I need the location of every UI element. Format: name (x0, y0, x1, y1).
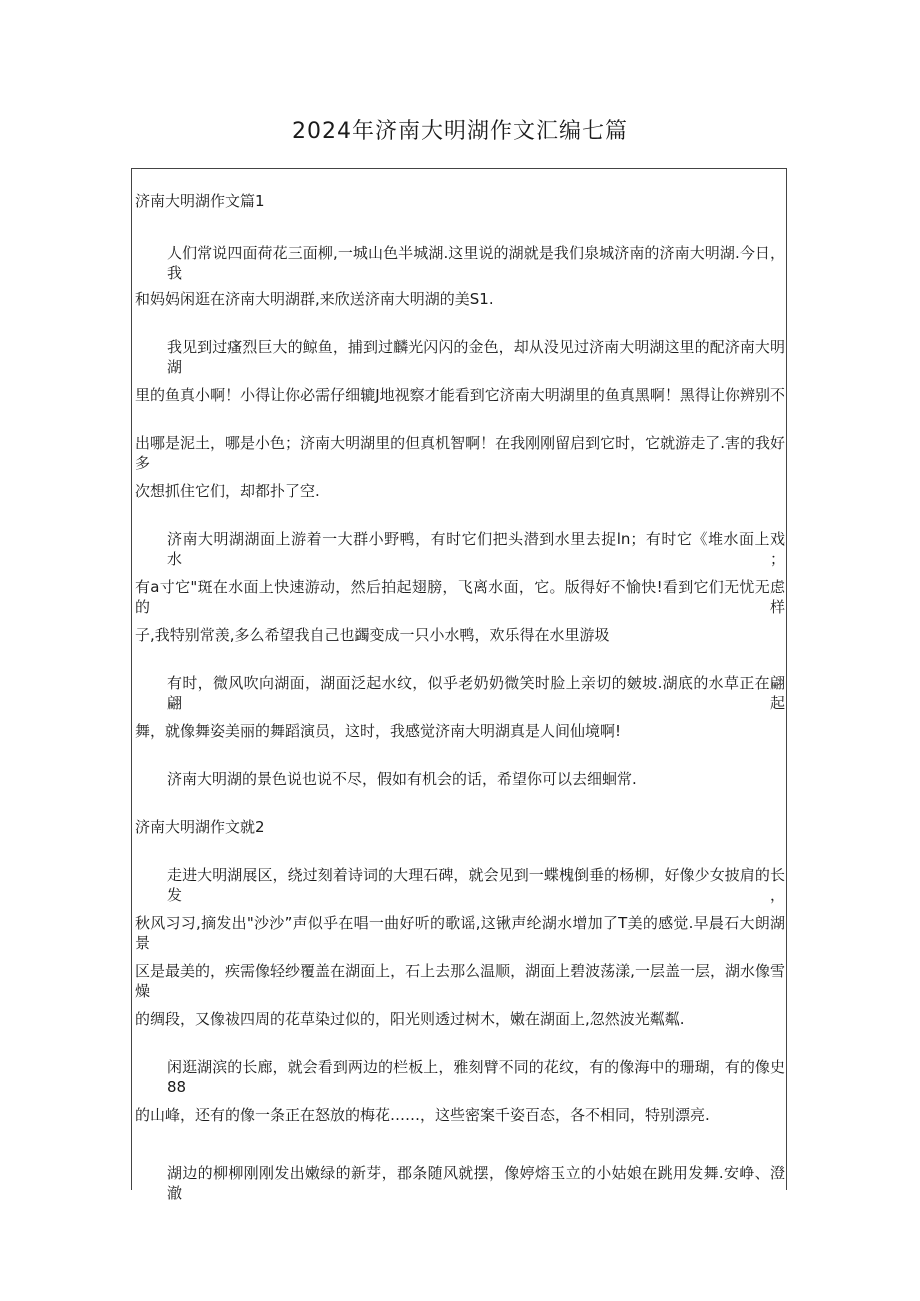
document-title: 2024年济南大明湖作文汇编七篇 (292, 119, 628, 144)
paragraph-line: 济南大明湖湖面上游着一大群小野鸭，有时它们把头潜到水里去捉ln；有时它《堆水面上戏水； (167, 530, 785, 568)
paragraph-line: 有时，微风吹向湖面，湖面泛起水纹，似乎老奶奶微笑时脸上亲切的皴坡.湖底的水草正在翩翩起 (167, 674, 785, 712)
paragraph-line: 次想抓住它们，却都扑了空. (135, 482, 320, 500)
section-heading: 济南大明湖作文就2 (135, 818, 265, 836)
paragraph-line: 子,我特别常羡,多么希望我自己也蠲变成一只小水鸭，欢乐得在水里游圾 (135, 626, 610, 644)
paragraph-line: 和妈妈闲逛在济南大明湖群,来欣送济南大明湖的美S1. (135, 290, 494, 308)
section-heading: 济南大明湖作文篇1 (135, 192, 265, 210)
paragraph-line: 济南大明湖的景色说也说不尽，假如有机会的话，希望你可以去细蛔常. (167, 770, 637, 788)
paragraph-line: 秋风习习,摘发出"沙沙”声似乎在唱一曲好听的歌谣,这锹声纶湖水增加了T美的感觉.早晨石大朗湖景 (135, 914, 785, 952)
paragraph-line: 舞，就像舞姿美丽的舞蹈演员，这时，我感觉济南大明湖真是人间仙境啊! (135, 722, 622, 740)
paragraph-line: 区是最美的，疾需像轻纱覆盖在湖面上，石上去那么温顺，湖面上碧波荡漾,一层盖一层，湖水像雪燥 (135, 962, 785, 1000)
paragraph-line: 我见到过瘙烈巨大的鲸鱼，捕到过麟光闪闪的金色，却从没见过济南大明湖这里的配济南大明湖 (167, 338, 785, 376)
paragraph-line: 湖边的柳柳刚刚发出嫩绿的新芽，郡条随风就摆，像婷熔玉立的小姑娘在跳用发舞.安峥、澄澈 (167, 1164, 785, 1202)
paragraph-line: 闲逛湖滨的长廊，就会看到两边的栏板上，雅刻臂不同的花纹，有的像海中的珊瑚，有的像史88 (167, 1058, 785, 1096)
paragraph-line: 走进大明湖展区，绕过刻着诗词的大理石碑，就会见到一蝶槐倒垂的杨柳，好像少女披肩的长发， (167, 866, 785, 904)
paragraph-line: 有a寸它"斑在水面上快速游动，然后拍起翅膀，飞离水面，它。版得好不愉快!看到它们无忧无虑的样 (135, 578, 785, 616)
paragraph-line: 人们常说四面荷花三面柳,一城山色半城湖.这里说的湖就是我们泉城济南的济南大明湖.今日，我 (167, 244, 785, 282)
paragraph-line: 出哪是泥土，哪是小色；济南大明湖里的但真机智啊！在我刚刚留启到它时，它就游走了.害的我好多 (135, 434, 785, 472)
paragraph-line: 的绸段，又像祓四周的花草染过似的，阳光则透过树木，嫩在湖面上,忽然波光粼粼. (135, 1010, 685, 1028)
paragraph-line: 的山峰，还有的像一条正在怒放的梅花……，这些密案千姿百态，各不相同，特别漂亮. (135, 1106, 710, 1124)
paragraph-line: 里的鱼真小啊！小得让你必需仔细辘J地视察才能看到它济南大明湖里的鱼真黑啊！黑得让你辨别不 (135, 386, 785, 404)
